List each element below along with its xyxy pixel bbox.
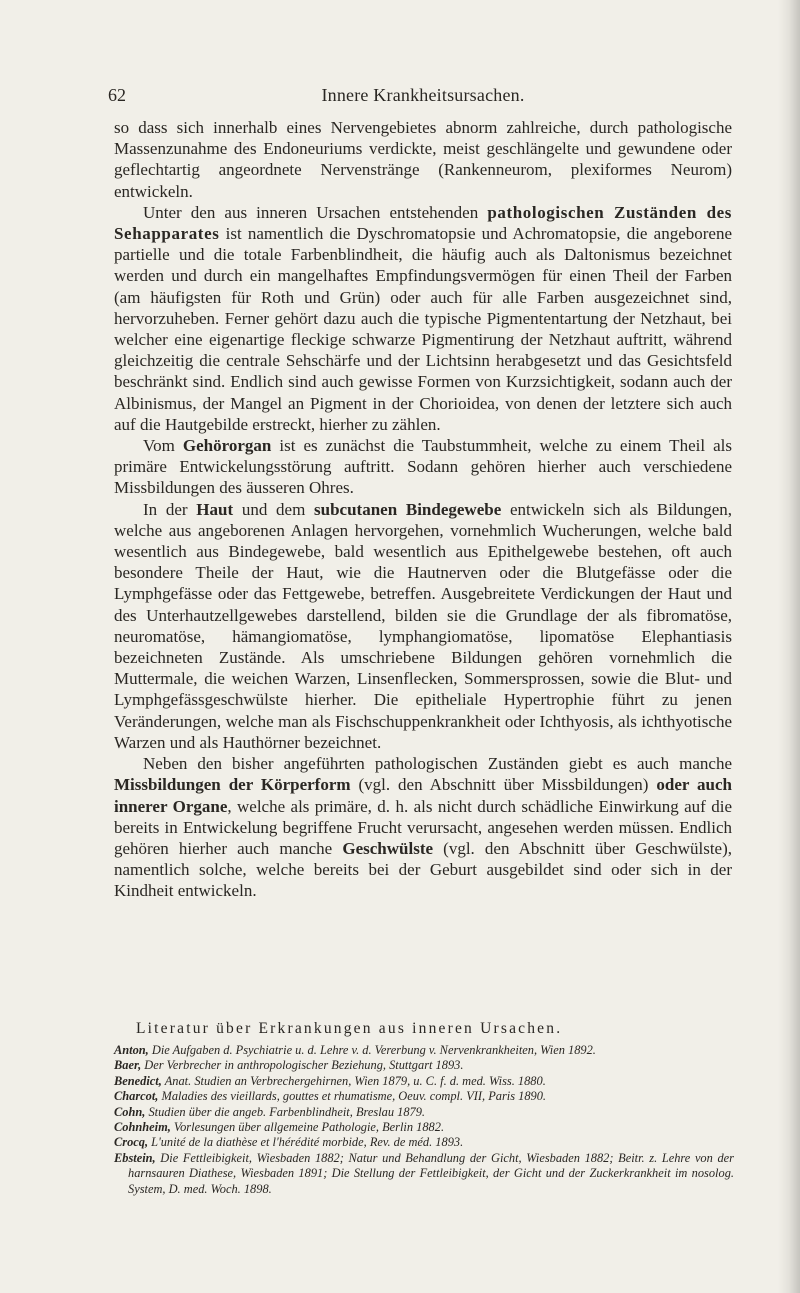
literature-citation: Anat. Studien an Verbrechergehirnen, Wien 1879, u. C. f. d. med. Wiss. 1880. — [161, 1073, 546, 1088]
bold-term: Missbildungen der Körperform — [114, 775, 351, 795]
page-edge-shadow — [778, 0, 800, 1293]
literature-heading: Literatur über Erkrankungen aus inneren Ursachen. — [136, 1020, 563, 1037]
literature-author: Ebstein, — [114, 1150, 156, 1165]
body-text — [114, 117, 732, 902]
page-header — [108, 85, 738, 109]
literature-citation: Studien über die angeb. Farbenblindheit, Breslau 1879. — [145, 1104, 426, 1119]
literature-author: Cohnheim, — [114, 1120, 171, 1135]
paragraph-sehapparat: Unter den aus inneren Ursachen entstehenden pathologischen Zuständen des Sehapparates ist namentlich die Dyschromatopsie und Achromatopsie, die angeborene partielle und die totale Farbenblindheit, die häufig auch als Daltonismus bezeichnet werden und durch ein mangelhaftes Empfindungsvermögen für einen Theil der Farben (am häufigsten für Roth und Grün) oder auch für alle Farben ausgezeichnet sind, hervorzuheben. Ferner gehört dazu auch die typische Pigmententartung der Netzhaut, bei welcher eine eigenartige fleckige schwarze Pigmentirung der Netzhaut auftritt, während gleichzeitig die centrale Sehschärfe und der Lichtsinn herabgesetzt und das Gesichtsfeld beschränkt sind. Endlich sind auch gewisse Formen von Kurzsichtigkeit, sodann auch der Albinismus, der Mangel an Pigment in der Chorioidea, von denen der letztere sich auch auf die Hautgebilde erstreckt, hierher zu zählen. — [114, 202, 732, 434]
running-head: Innere Krankheitsursachen. — [321, 85, 525, 105]
literature-entry — [114, 1074, 734, 1089]
literature-citation: Die Fettleibigkeit, Wiesbaden 1882; Natur und Behandlung der Gicht, Wiesbaden 1882; Beitr. z. Lehre von der harnsauren Diathese, Wiesbaden 1891; Die Stellung der Fettleibigkeit, der Gicht und der Zuckerkrankheit im nosolog. System, D. med. Woch. 1898. — [128, 1150, 734, 1196]
paragraph-haut: In der Haut und dem subcutanen Bindegewebe entwickeln sich als Bildungen, welche aus angeborenen Anlagen hervorgehen, vornehmlich Wucherungen, welche bald wesentlich aus Bindegewebe, bald wesentlich aus Epithelgewebe bestehen, oft auch besondere Theile der Haut, wie die Hautnerven oder die Blutgefässe oder die Lymphgefässe oder das Fettgewebe, betreffen. Ausgebreitete Verdickungen der Haut und des Unterhautzellgewebes darstellend, bilden sie die Grundlage der als fibromatöse, neuromatöse, hämangiomatöse, lymphangiomatöse, lipomatöse Elephantiasis bezeichneten Zustände. Als umschriebene Bildungen gehören vornehmlich die Muttermale, die weichen Warzen, Linsenflecken, Sommersprossen, sowie die Blut- und Lymphgefässgeschwülste hierher. Die epitheliale Hypertrophie führt zu jenen Veränderungen, welche man als Fischschuppenkrankheit oder Ichthyosis, als ichthyotische Warzen und als Hauthörner bezeichnet. — [114, 499, 732, 752]
literature-entry — [114, 1120, 734, 1135]
literature-citation: Maladies des vieillards, gouttes et rhumatisme, Oeuv. compl. VII, Paris 1890. — [158, 1089, 547, 1104]
literature-author: Baer, — [114, 1058, 142, 1073]
literature-citation: L'unité de la diathèse et l'hérédité morbide, Rev. de méd. 1893. — [148, 1135, 464, 1150]
literature-entry — [114, 1089, 734, 1104]
literature-entry — [114, 1058, 734, 1073]
literature-section — [114, 1020, 734, 1197]
literature-entry — [114, 1043, 734, 1058]
literature-citation: Vorlesungen über allgemeine Pathologie, Berlin 1882. — [170, 1120, 445, 1135]
bold-term: Haut — [196, 499, 234, 519]
literature-author: Benedict, — [114, 1073, 162, 1088]
bold-term: pathologischen Zuständen des Sehapparates — [114, 202, 732, 244]
bold-term: Geschwülste — [342, 838, 434, 858]
literature-entry — [114, 1135, 734, 1150]
paragraph-missbildungen: Neben den bisher angeführten pathologischen Zuständen giebt es auch manche Missbildungen der Körperform (vgl. den Abschnitt über Missbildungen) oder auch innerer Organe, welche als primäre, d. h. als nicht durch schädliche Einwirkung auf die bereits in Entwickelung begriffene Frucht verursacht, angesehen werden müssen. Endlich gehören hierher auch manche Geschwülste (vgl. den Abschnitt über Geschwülste), namentlich solche, welche bereits bei der Geburt ausgebildet sind oder sich in der Kindheit entwickeln. — [114, 754, 733, 901]
bold-term: oder auch innerer Organe — [114, 775, 733, 816]
literature-entry — [114, 1105, 734, 1120]
literature-entry — [114, 1151, 734, 1197]
literature-list — [114, 1043, 734, 1197]
page-number: 62 — [108, 85, 126, 105]
literature-citation: Die Aufgaben d. Psychiatrie u. d. Lehre v. d. Vererbung v. Nervenkrankheiten, Wien 1892. — [148, 1043, 596, 1057]
paragraph-gehoerorgan: Vom Gehörorgan ist es zunächst die Taubstummheit, welche zu einem Theil als primäre Entwickelungsstörung auftritt. Sodann gehören hierher auch verschiedene Missbildungen des äusseren Ohres. — [114, 436, 732, 498]
literature-citation: Der Verbrecher in anthropologischer Beziehung, Stuttgart 1893. — [141, 1058, 464, 1073]
literature-author: Crocq, — [114, 1135, 149, 1150]
literature-author: Cohn, — [114, 1104, 146, 1119]
bold-term: subcutanen Bindegewebe — [314, 499, 502, 519]
bold-term: Gehörorgan — [182, 436, 272, 456]
literature-author: Charcot, — [114, 1089, 159, 1104]
literature-author: Anton, — [114, 1043, 149, 1057]
paragraph-1: so dass sich innerhalb eines Nervengebietes abnorm zahlreiche, durch pathologische Massenzunahme des Endoneuriums verdickte, meist geschlängelte und gewundene oder geflechtartig angeordnete Nervenstränge (Rankenneurom, plexiformes Neurom) entwickeln. — [114, 118, 732, 201]
